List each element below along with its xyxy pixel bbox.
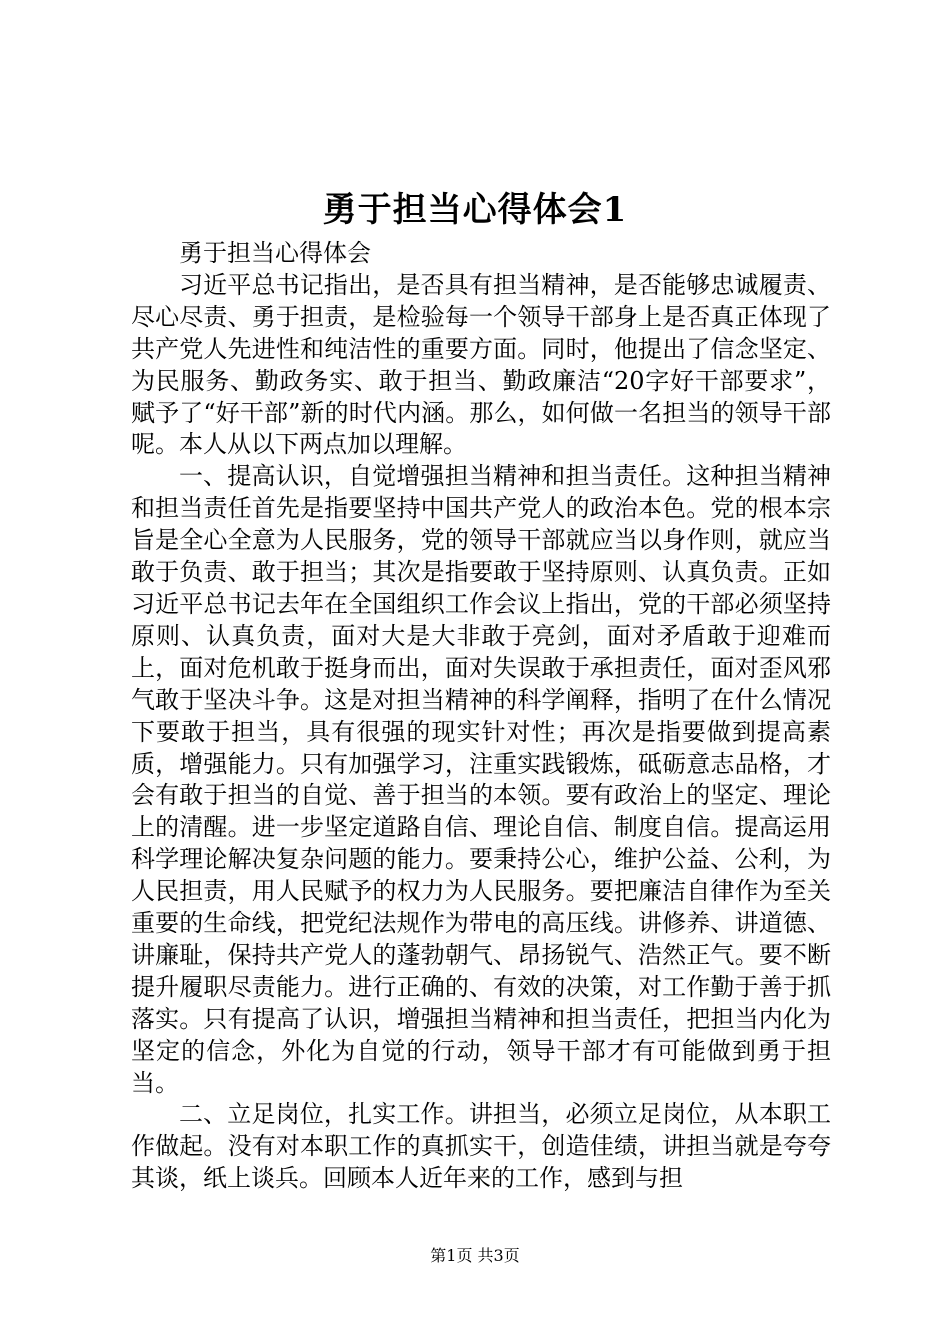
- paragraph-subtitle: 勇于担当心得体会: [179, 239, 371, 267]
- paragraph-intro: 习近平总书记指出，是否具有担当精神，是否能够忠诚履责、尽心尽责、勇于担责，是检验每一个领导干部身上是否真正体现了共产党人先进性和纯洁性的重要方面。同时，他提出了信念坚定、为民服务、勤政务实、敢于担当、勤政廉洁“20字好干部要求”，赋予了“好干部”新的时代内涵。那么，如何做一名担当的领导干部呢。本人从以下两点加以理解。: [131, 270, 831, 459]
- document-title: 勇于担当心得体会1: [322, 190, 628, 230]
- page-number-footer: 第1页 共3页: [430, 1246, 520, 1265]
- paragraph-section-one: 一、提高认识，自觉增强担当精神和担当责任。这种担当精神和担当责任首先是指要坚持中国共产党人的政治本色。党的根本宗旨是全心全意为人民服务，党的领导干部就应当以身作则，就应当敢于负责、敢于担当；其次是指要敢于坚持原则、认真负责。正如习近平总书记去年在全国组织工作会议上指出，党的干部必须坚持原则、认真负责，面对大是大非敢于亮剑，面对矛盾敢于迎难而上，面对危机敢于挺身而出，面对失误敢于承担责任，面对歪风邪气敢于坚决斗争。这是对担当精神的科学阐释，指明了在什么情况下要敢于担当，具有很强的现实针对性；再次是指要做到提高素质，增强能力。只有加强学习，注重实践锻炼，砥砺意志品格，才会有敢于担当的自觉、善于担当的本领。要有政治上的坚定、理论上的清醒。进一步坚定道路自信、理论自信、制度自信。提高运用科学理论解决复杂问题的能力。要秉持公心，维护公益、公利，为人民担责，用人民赋予的权力为人民服务。要把廉洁自律作为至关重要的生命线，把党纪法规作为带电的高压线。讲修养、讲道德、讲廉耻，保持共产党人的蓬勃朝气、昂扬锐气、浩然正气。要不断提升履职尽责能力。进行正确的、有效的决策，对工作勤于善于抓落实。只有提高了认识，增强担当精神和担当责任，把担当内化为坚定的信念，外化为自觉的行动，领导干部才有可能做到勇于担当。: [131, 462, 831, 1097]
- document-body: [131, 238, 831, 1195]
- paragraph-section-two: 二、立足岗位，扎实工作。讲担当，必须立足岗位，从本职工作做起。没有对本职工作的真抓实干，创造佳绩，讲担当就是夸夸其谈，纸上谈兵。回顾本人近年来的工作，感到与担: [131, 1100, 831, 1193]
